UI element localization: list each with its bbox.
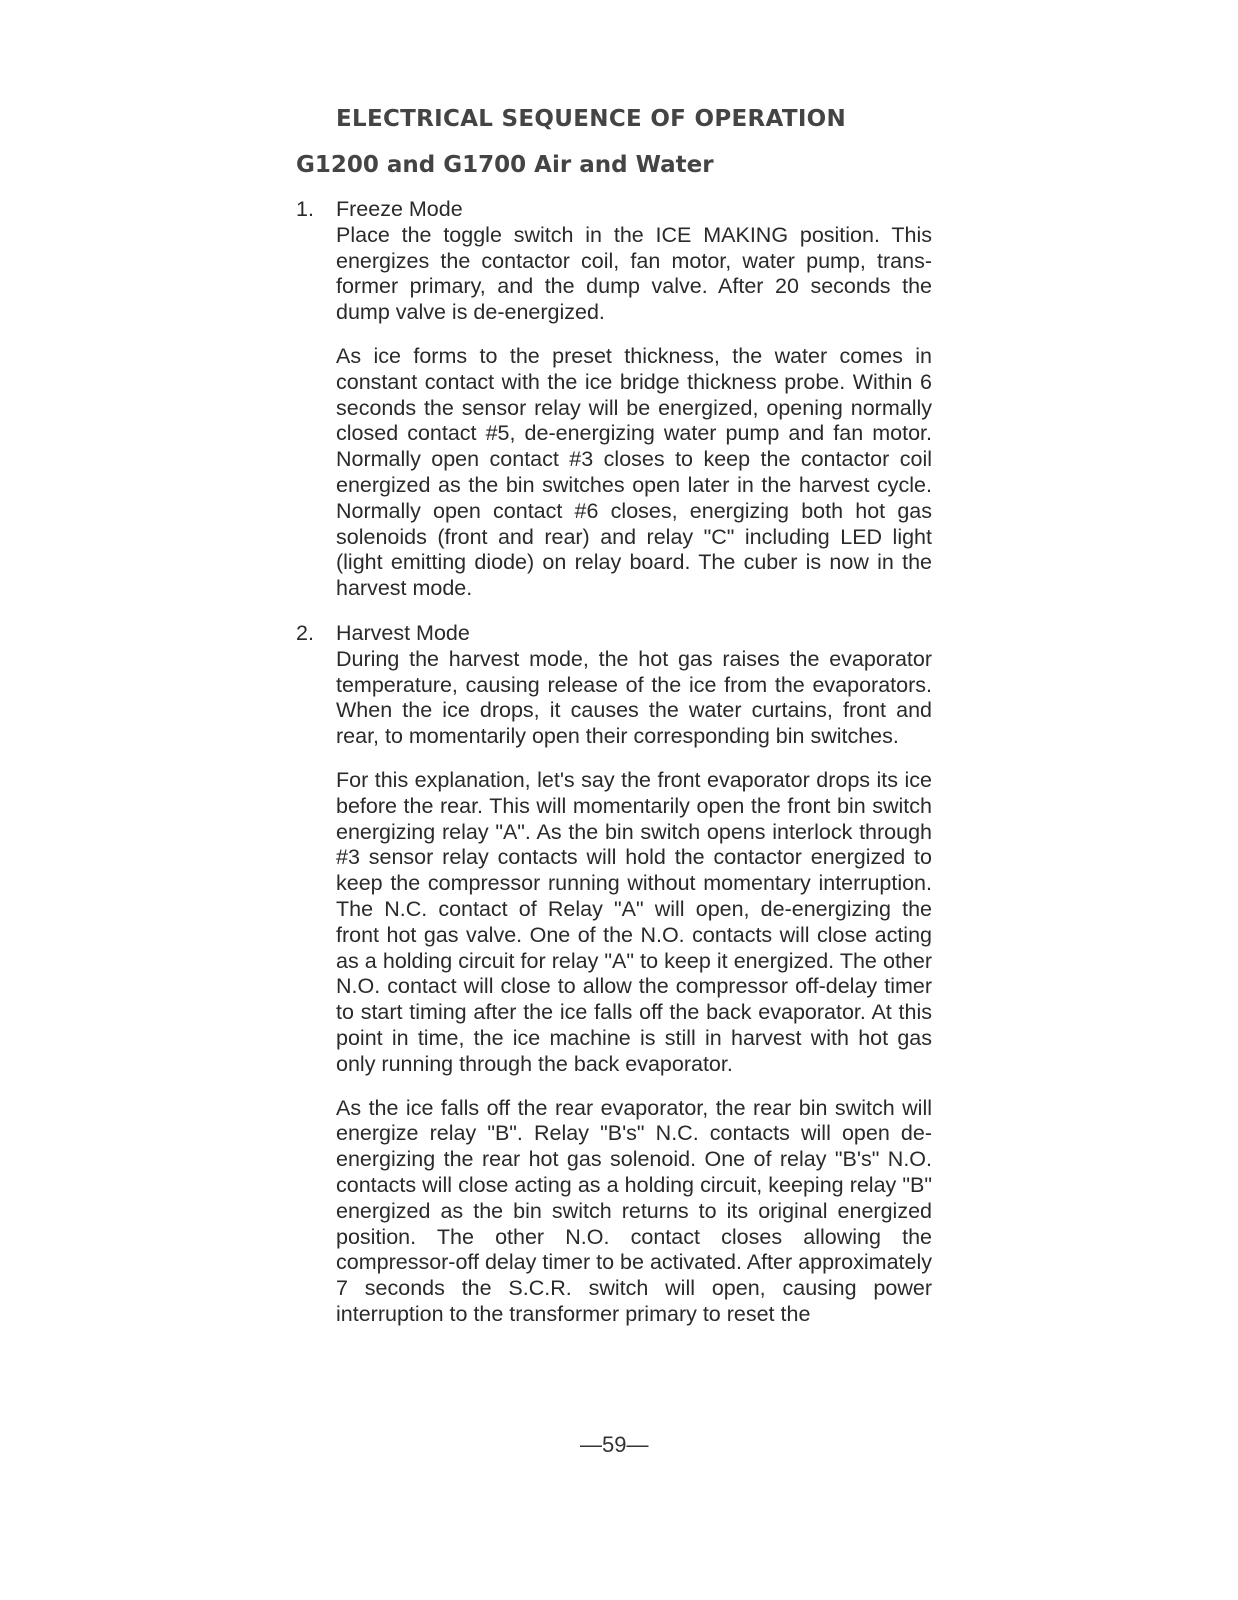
section-body	[336, 621, 932, 1328]
paragraph: For this explanation, let's say the front evaporator drops its ice before the rear. This will momentarily open the front bin switch energizing relay "A". As the bin switch opens interlock through #3 sensor relay contacts will hold the contactor energized to keep the compressor running without momentary interruption. The N.C. contact of Relay "A" will open, de-energizing the front hot gas valve. One of the N.O. contacts will close acting as a holding circuit for relay "A" to keep it energized. The other N.O. contact will close to allow the compressor off-delay timer to start timing after the ice falls off the back evaporator. At this point in time, the ice machine is still in harvest with hot gas only running through the back evaporator.	[336, 767, 932, 1076]
paragraph: Place the toggle switch in the ICE MAKING position. This energizes the contactor coil, fan motor, water pump, transformer primary, and the dump valve. After 20 seconds the dump valve is de-energized.	[336, 222, 932, 325]
paragraph: As ice forms to the preset thickness, the water comes in constant contact with the ice bridge thickness probe. Within 6 seconds the sensor relay will be energized, opening normally closed contact #5, de-energizing water pump and fan motor. Normally open contact #3 closes to keep the contactor coil energized as the bin switches open later in the harvest cycle. Normally open contact #6 closes, energizing both hot gas solenoids (front and rear) and relay "C" including LED light (light emitting diode) on relay board. The cuber is now in the harvest mode.	[336, 343, 932, 601]
page-number: —59—	[580, 1432, 649, 1457]
section-heading: Freeze Mode	[336, 197, 463, 221]
page-title: ELECTRICAL SEQUENCE OF OPERATION	[336, 106, 847, 132]
section-number: 1.	[296, 197, 314, 221]
page-subtitle: G1200 and G1700 Air and Water	[296, 152, 714, 178]
section-body	[336, 197, 932, 602]
paragraph: During the harvest mode, the hot gas raises the evaporator temperature, causing release of the ice from the evaporators. When the ice drops, it causes the water curtains, front and rear, to momentarily open their corresponding bin switches.	[336, 646, 932, 749]
paragraph: As the ice falls off the rear evaporator, the rear bin switch will energize relay "B". Relay "B's" N.C. contacts will open de-energizing the rear hot gas solenoid. One of relay "B's" N.O. contacts will close acting as a holding circuit, keeping relay "B" energized as the bin switch returns to its original energized position. The other N.O. contact closes allowing the compressor-off delay timer to be activated. After approximately 7 seconds the S.C.R. switch will open, causing power interruption to the transformer primary to reset the	[336, 1095, 932, 1326]
section-heading: Harvest Mode	[336, 621, 470, 645]
section-number: 2.	[296, 621, 314, 645]
